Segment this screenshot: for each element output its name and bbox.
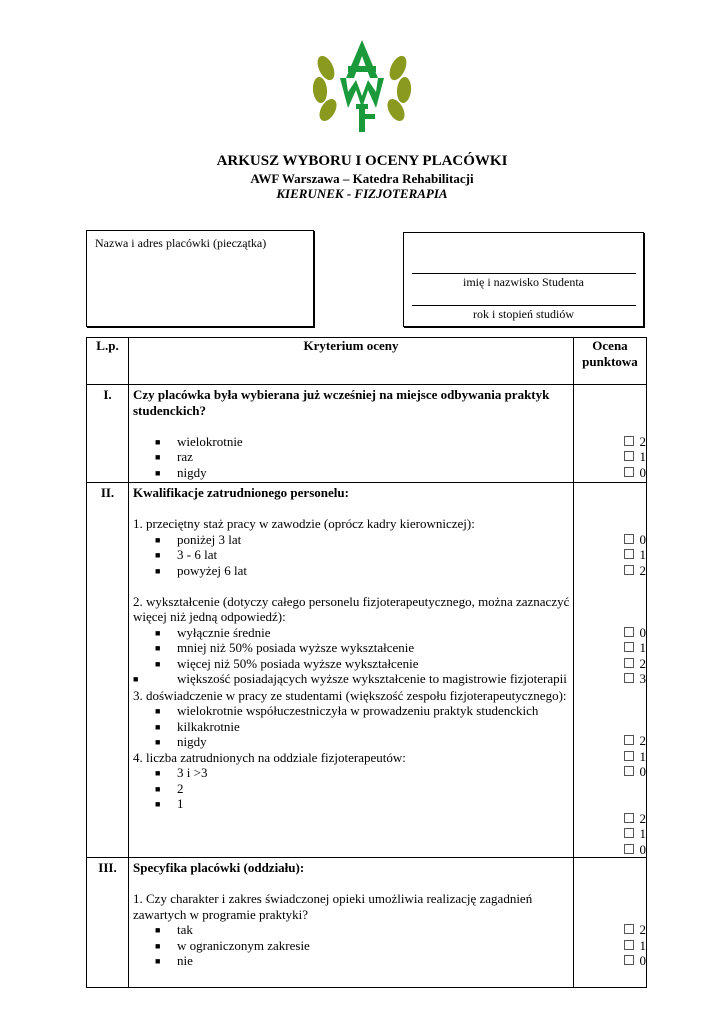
- section-title: Kwalifikacje zatrudnionego personelu:: [133, 485, 349, 500]
- student-name-line[interactable]: [412, 273, 636, 274]
- score-checkbox[interactable]: 2: [574, 922, 646, 938]
- list-item: ■ w ograniczonym zakresie: [133, 938, 573, 954]
- document-title: ARKUSZ WYBORU I OCENY PLACÓWKI: [216, 153, 508, 169]
- section-number: I.: [87, 385, 129, 483]
- score-checkbox[interactable]: 2: [574, 733, 646, 749]
- question: 3. doświadczenie w pracy ze studentami (większość zespołu fizjoterapeutycznego):: [133, 687, 567, 703]
- header-score-line1: Ocena: [592, 338, 628, 353]
- header-criterion: Kryterium oceny: [129, 338, 574, 385]
- section-number: II.: [87, 483, 129, 858]
- institution-name: AWF Warszawa – Katedra Rehabilitacji: [250, 171, 474, 186]
- list-item: ■ wielokrotnie: [133, 434, 573, 450]
- list-item: ■ wyłącznie średnie: [133, 625, 573, 641]
- header-score: [574, 338, 647, 385]
- section-scores: [574, 385, 647, 483]
- evaluation-table: [86, 337, 647, 988]
- study-direction: KIERUNEK - FIZJOTERAPIA: [276, 186, 448, 201]
- section-title: Specyfika placówki (oddziału):: [133, 860, 305, 875]
- score-checkbox[interactable]: 3: [574, 671, 646, 687]
- score-checkbox[interactable]: 1: [574, 449, 646, 465]
- table-header-row: [87, 338, 647, 385]
- score-checkbox[interactable]: 0: [574, 532, 646, 548]
- score-checkbox[interactable]: 2: [574, 434, 646, 450]
- score-checkbox[interactable]: 1: [574, 826, 646, 842]
- score-checkbox[interactable]: 1: [574, 749, 646, 765]
- question: 1. Czy charakter i zakres świadczonej opieki umożliwia realizację zagadnień zawartych w programie praktyki?: [133, 891, 533, 922]
- facility-box-label: Nazwa i adres placówki (pieczątka): [95, 236, 267, 250]
- list-item: ■ tak: [133, 922, 573, 938]
- list-item: ■ kilkakrotnie: [133, 719, 573, 735]
- question: 4. liczba zatrudnionych na oddziale fizjoterapeutów:: [133, 749, 406, 765]
- header-score-line2: punktowa: [582, 354, 638, 369]
- list-item: ■ powyżej 6 lat: [133, 563, 573, 579]
- score-checkbox[interactable]: 1: [574, 640, 646, 656]
- section-scores: [574, 858, 647, 988]
- table-row: [87, 858, 647, 988]
- score-checkbox[interactable]: 1: [574, 547, 646, 563]
- list-item: ■ nigdy: [133, 734, 573, 750]
- table-row: [87, 385, 647, 483]
- list-item: ■ nie: [133, 953, 573, 969]
- section-title: Czy placówka była wybierana już wcześniej na miejsce odbywania praktyk studenckich?: [133, 387, 550, 418]
- list-item: ■ 1: [133, 796, 573, 812]
- study-year-line[interactable]: [412, 305, 636, 306]
- score-checkbox[interactable]: 2: [574, 563, 646, 579]
- score-checkbox[interactable]: 1: [574, 938, 646, 954]
- header-lp: L.p.: [87, 338, 129, 385]
- awf-logo: [308, 38, 416, 134]
- section-criterion: [129, 858, 574, 988]
- score-checkbox[interactable]: 0: [574, 465, 646, 481]
- list-item: ■ większość posiadających wyższe wykształcenie to magistrowie fizjoterapii: [133, 671, 573, 688]
- score-checkbox[interactable]: 0: [574, 953, 646, 969]
- section-criterion: [129, 483, 574, 858]
- section-number: III.: [87, 858, 129, 988]
- student-name-caption: imię i nazwisko Studenta: [463, 275, 584, 289]
- section-criterion: [129, 385, 574, 483]
- score-checkbox[interactable]: 0: [574, 842, 646, 858]
- section-scores: [574, 483, 647, 858]
- student-info-box: [403, 232, 644, 327]
- question: 2. wykształcenie (dotyczy całego personelu fizjoterapeutycznego, można zaznaczyć więcej niż jedną odpowiedź):: [133, 593, 570, 624]
- score-checkbox[interactable]: 2: [574, 811, 646, 827]
- study-year-caption: rok i stopień studiów: [473, 307, 574, 321]
- table-row: [87, 483, 647, 858]
- list-item: ■ nigdy: [133, 465, 573, 481]
- list-item: ■ 3 - 6 lat: [133, 547, 573, 563]
- list-item: ■ wielokrotnie współuczestniczyła w prowadzeniu praktyk studenckich: [133, 703, 573, 719]
- list-item: ■ mniej niż 50% posiada wyższe wykształcenie: [133, 640, 573, 656]
- facility-stamp-box[interactable]: [86, 230, 314, 327]
- score-checkbox[interactable]: 0: [574, 625, 646, 641]
- list-item: ■ 2: [133, 781, 573, 797]
- score-checkbox[interactable]: 0: [574, 764, 646, 780]
- list-item: ■ raz: [133, 449, 573, 465]
- list-item: ■ 3 i >3: [133, 765, 573, 781]
- list-item: ■ poniżej 3 lat: [133, 532, 573, 548]
- list-item: ■ więcej niż 50% posiada wyższe wykształcenie: [133, 656, 573, 672]
- score-checkbox[interactable]: 2: [574, 656, 646, 672]
- question: 1. przeciętny staż pracy w zawodzie (oprócz kadry kierowniczej):: [133, 516, 475, 531]
